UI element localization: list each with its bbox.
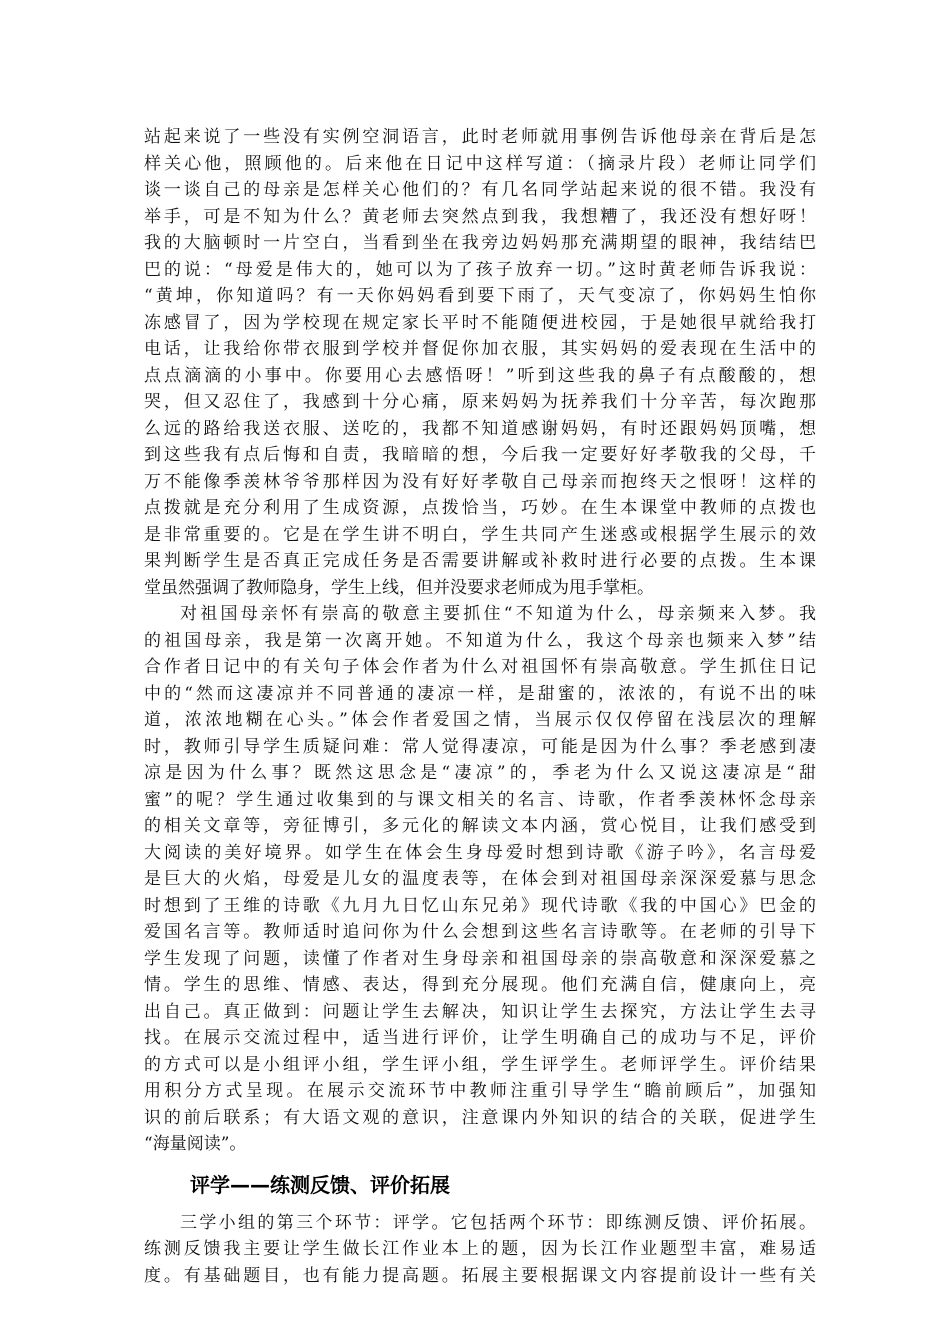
text-line: 识的前后联系；有大语文观的意识，注意课内外知识的结合的关联，促进学生 — [144, 1107, 816, 1128]
text-line: 堂虽然强调了教师隐身，学生上线，但并没要求老师成为甩手掌柜。 — [144, 577, 654, 598]
text-line: 点点滴滴的小事中。你要用心去感悟呀！”听到这些我的鼻子有点酸酸的，想 — [144, 365, 816, 386]
text-line: 万不能像季羡林爷爷那样因为没有好好孝敬自己母亲而抱终天之恨呀！这样的 — [144, 471, 816, 492]
text-line: 举手，可是不知为什么？黄老师去突然点到我，我想糟了，我还没有想好呀！ — [144, 206, 816, 227]
text-line: 到这些我有点后悔和自责，我暗暗的想，今后我一定要好好孝敬我的父母，千 — [144, 445, 816, 465]
text-line: 的相关文章等，旁征博引，多元化的解读文本内涵，赏心悦目，让我们感受到 — [144, 816, 816, 836]
text-line: 找。在展示交流过程中，适当进行评价，让学生明确自己的成功与不足，评价 — [144, 1028, 816, 1048]
text-line: “海量阅读”。 — [144, 1134, 247, 1154]
document-page — [144, 124, 816, 1289]
text-line: 时想到了王维的诗歌《九月九日忆山东兄弟》现代诗歌《我的中国心》巴金的 — [144, 895, 816, 916]
text-line: 电话，让我给你带衣服到学校并督促你加衣服，其实妈妈的爱表现在生活中的 — [144, 339, 816, 359]
text-line: 三学小组的第三个环节：评学。它包括两个环节：即练测反馈、评价拓展。 — [180, 1212, 816, 1233]
text-line: 巴的说：“母爱是伟大的，她可以为了孩子放弃一切。”这时黄老师告诉我说： — [144, 259, 816, 280]
text-line: 凉是因为什么事？既然这思念是“凄凉”的，季老为什么又说这凄凉是“甜 — [144, 763, 816, 783]
text-line: “黄坤，你知道吗？有一天你妈妈看到要下雨了，天气变凉了，你妈妈生怕你 — [144, 286, 816, 306]
text-line: 哭，但又忍住了，我感到十分心痛，原来妈妈为抚养我们十分辛苦，每次跑那 — [144, 392, 816, 412]
text-line: 道，浓浓地糊在心头。”体会作者爱国之情，当展示仅仅停留在浅层次的理解 — [144, 710, 816, 730]
text-line: 冻感冒了，因为学校现在规定家长平时不能随便进校园，于是她很早就给我打 — [144, 312, 816, 333]
text-line: 练测反馈我主要让学生做长江作业本上的题，因为长江作业题型丰富，难易适 — [144, 1239, 816, 1259]
text-line: 出自己。真正做到：问题让学生去解决，知识让学生去探究，方法让学生去寻 — [144, 1001, 816, 1022]
section-heading: 评学——练测反馈、评价拓展 — [190, 1172, 450, 1197]
paragraph-3 — [144, 1210, 816, 1290]
text-line: 我的大脑顿时一片空白，当看到坐在我旁边妈妈那充满期望的眼神，我结结巴 — [144, 233, 816, 253]
text-line: 中的“然而这凄凉并不同普通的凄凉一样，是甜蜜的，浓浓的，有说不出的味 — [144, 683, 816, 704]
text-line: 的祖国母亲，我是第一次离开她。不知道为什么，我这个母亲也频来入梦”结 — [144, 630, 816, 651]
text-line: 度。有基础题目，也有能力提高题。拓展主要根据课文内容提前设计一些有关 — [144, 1265, 816, 1286]
text-line: 样关心他，照顾他的。后来他在日记中这样写道：（摘录片段）老师让同学们 — [144, 153, 816, 174]
text-line: 是巨大的火焰，母爱是儿女的温度表等，在体会到对祖国母亲深深爱慕与思念 — [144, 869, 816, 889]
text-line: 学生发现了问题，读懂了作者对生身母亲和祖国母亲的崇高敬意和深深爱慕之 — [144, 948, 816, 969]
text-line: 蜜”的呢？学生通过收集到的与课文相关的名言、诗歌，作者季羡林怀念母亲 — [144, 789, 816, 810]
text-line: 点拨就是充分利用了生成资源，点拨恰当，巧妙。在生本课堂中教师的点拨也 — [144, 498, 816, 518]
text-line: 合作者日记中的有关句子体会作者为什么对祖国怀有崇高敬意。学生抓住日记 — [144, 657, 816, 677]
text-line: 对祖国母亲怀有崇高的敬意主要抓住“不知道为什么，母亲频来入梦。我 — [180, 604, 816, 624]
text-line: 大阅读的美好境界。如学生在体会生身母爱时想到诗歌《游子吟》，名言母爱 — [144, 842, 816, 863]
text-line: 情。学生的思维、情感、表达，得到充分展现。他们充满自信，健康向上，亮 — [144, 975, 816, 995]
text-line: 果判断学生是否真正完成任务是否需要讲解或补救时进行必要的点拨。生本课 — [144, 551, 816, 571]
text-line: 么远的路给我送衣服、送吃的，我都不知道感谢妈妈，有时还跟妈妈顶嘴，想 — [144, 418, 816, 439]
text-line: 用积分方式呈现。在展示交流环节中教师注重引导学生“瞻前顾后”，加强知 — [144, 1081, 816, 1101]
text-line: 爱国名言等。教师适时追问你为什么会想到这些名言诗歌等。在老师的引导下 — [144, 922, 816, 942]
paragraph-1 — [144, 124, 816, 601]
text-line: 是非常重要的。它是在学生讲不明白，学生共同产生迷惑或根据学生展示的效 — [144, 524, 816, 545]
paragraph-2 — [144, 601, 816, 1158]
text-line: 时，教师引导学生质疑问难：常人觉得凄凉，可能是因为什么事？季老感到凄 — [144, 736, 816, 757]
text-line: 谈一谈自己的母亲是怎样关心他们的？有几名同学站起来说的很不错。我没有 — [144, 180, 816, 200]
text-line: 站起来说了一些没有实例空洞语言，此时老师就用事例告诉他母亲在背后是怎 — [144, 127, 816, 147]
text-line: 的方式可以是小组评小组，学生评小组，学生评学生。老师评学生。评价结果 — [144, 1054, 816, 1075]
